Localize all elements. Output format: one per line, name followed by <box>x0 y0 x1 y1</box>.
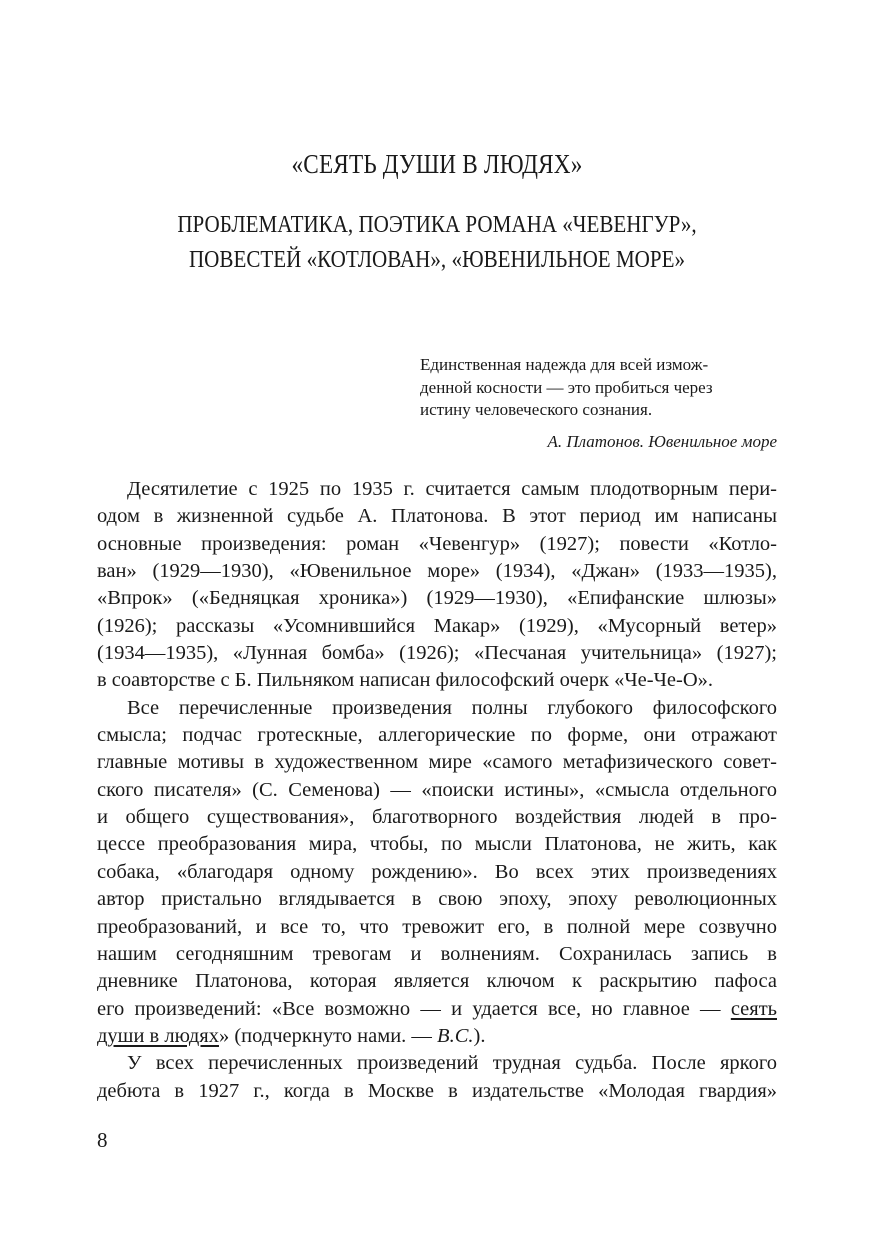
text-line: смысла; подчас гротескные, аллегорические по форме, они отражают <box>97 724 777 747</box>
epigraph-source: А. Платонов. Ювенильное море <box>547 431 777 451</box>
author-initials: В.С. <box>437 1024 474 1047</box>
underlined-phrase: души в людях <box>97 1024 219 1047</box>
text-line: ван» (1929—1930), «Ювенильное море» (1934), «Джан» (1933—1935), <box>97 560 777 583</box>
book-page <box>97 0 777 1241</box>
text-line: У всех перечисленных произведений трудная судьба. После яркого <box>127 1052 777 1075</box>
text-line: «Впрок» («Бедняцкая хроника») (1929—1930), «Епифанские шлюзы» <box>97 587 777 610</box>
text-fragment: ). <box>473 1024 486 1047</box>
text-line: одом в жизненной судьбе А. Платонова. В этот период им написаны <box>97 505 777 528</box>
text-line: основные произведения: роман «Чевенгур» (1927); повести «Котло- <box>97 532 777 555</box>
body-text <box>97 476 777 1105</box>
epigraph <box>420 354 777 453</box>
text-line: автор пристально вглядывается в свою эпоху, эпоху революционных <box>97 888 777 911</box>
text-line: Десятилетие с 1925 по 1935 г. считается самым плодотворным пери- <box>127 478 777 500</box>
text-line: цессе преобразования мира, чтобы, по мысли Платонова, не жить, как <box>97 833 777 856</box>
underlined-phrase: сеять <box>730 997 777 1020</box>
chapter-subtitle <box>145 207 730 277</box>
subtitle-line: ПРОБЛЕМАТИКА, ПОЭТИКА РОМАНА «ЧЕВЕНГУР», <box>177 211 697 238</box>
text-line: главные мотивы в художественном мире «самого метафизического совет- <box>97 751 777 774</box>
text-line: ского писателя» (С. Семенова) — «поиски истины», «смысла отдельного <box>97 778 777 801</box>
text-line: (1926); рассказы «Усомнившийся Макар» (1929), «Мусорный ветер» <box>97 614 777 637</box>
chapter-title: «СЕЯТЬ ДУШИ В ЛЮДЯХ» <box>291 149 583 179</box>
subtitle-line: ПОВЕСТЕЙ «КОТЛОВАН», «ЮВЕНИЛЬНОЕ МОРЕ» <box>188 246 686 273</box>
text-line: (1934—1935), «Лунная бомба» (1926); «Песчаная учительница» (1927); <box>97 642 777 665</box>
text-line <box>97 1023 777 1050</box>
text-line: Все перечисленные произведения полны глубокого философского <box>127 696 777 719</box>
text-line: дебюта в 1927 г., когда в Москве в издательстве «Молодая гвардия» <box>97 1079 777 1102</box>
text-line: дневнике Платонова, которая является ключом к раскрытию пафоса <box>97 970 777 993</box>
text-line <box>97 996 777 1023</box>
text-fragment: его произведений: «Все возможно — и удается все, но главное — <box>97 997 731 1020</box>
text-fragment: » (подчеркнуто нами. — <box>218 1024 438 1047</box>
epigraph-line: истину человеческого сознания. <box>420 400 653 419</box>
text-line: в соавторстве с Б. Пильняком написан философский очерк «Че-Че-О». <box>97 669 714 692</box>
page-number: 8 <box>97 1128 108 1152</box>
text-line: преобразований, и все то, что тревожит его, в полной мере созвучно <box>97 915 777 938</box>
epigraph-line: Единственная надежда для всей измож- <box>420 355 709 374</box>
text-line: нашим сегодняшним тревогам и волнениям. Сохранилась запись в <box>97 942 777 965</box>
epigraph-line: денной косности — это пробиться через <box>420 377 713 397</box>
text-line: собака, «благодаря одному рождению». Во всех этих произведениях <box>97 860 777 883</box>
text-line: и общего существования», благотворного воздействия людей в про- <box>97 806 777 829</box>
